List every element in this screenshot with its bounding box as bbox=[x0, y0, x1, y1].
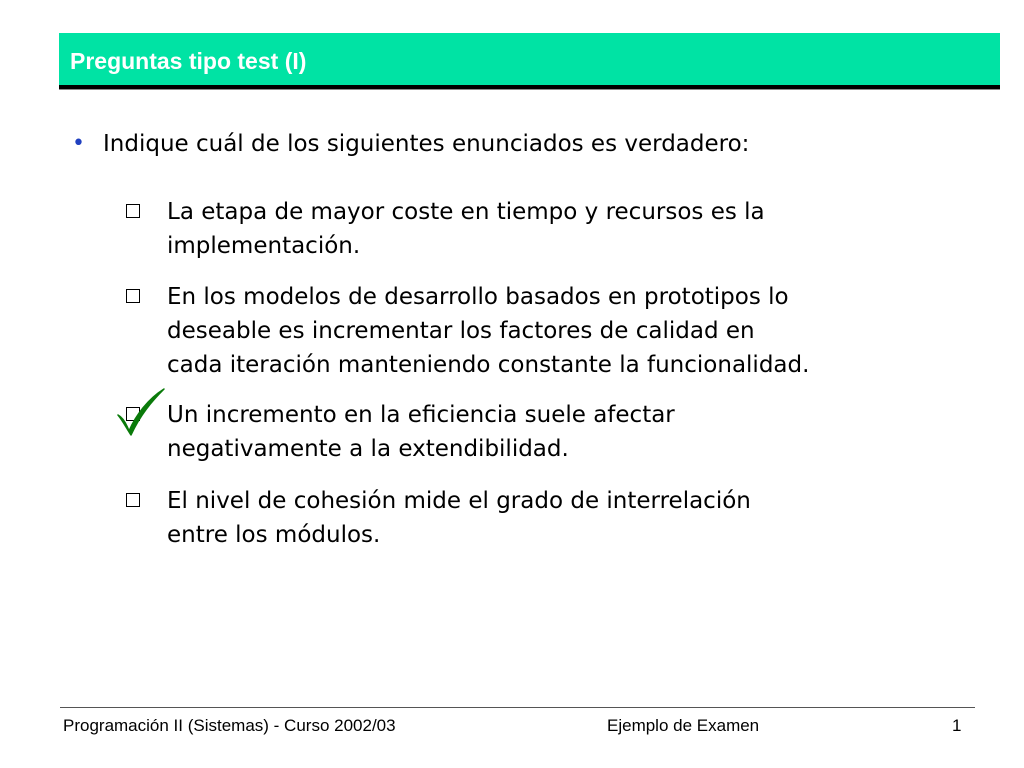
title-bar bbox=[59, 33, 1000, 85]
checkbox-icon bbox=[126, 493, 140, 507]
option-line: Un incremento en la eficiencia suele afectar bbox=[167, 402, 675, 428]
option-line: negativamente a la extendibilidad. bbox=[167, 436, 569, 462]
option-line: implementación. bbox=[167, 233, 361, 259]
option-line: entre los módulos. bbox=[167, 522, 381, 548]
check-mark-icon bbox=[112, 385, 168, 437]
option-line: cada iteración manteniendo constante la funcionalidad. bbox=[167, 352, 810, 378]
option-line: La etapa de mayor coste en tiempo y recursos es la bbox=[167, 199, 765, 225]
option-line: El nivel de cohesión mide el grado de interrelación bbox=[167, 488, 751, 514]
checkbox-icon bbox=[126, 204, 140, 218]
footer-divider bbox=[60, 707, 975, 708]
option-text bbox=[167, 280, 967, 382]
option-text bbox=[167, 484, 967, 552]
option-text bbox=[167, 398, 967, 466]
slide-title: Preguntas tipo test (I) bbox=[70, 48, 307, 74]
option-line: deseable es incrementar los factores de calidad en bbox=[167, 318, 755, 344]
footer-section: Ejemplo de Examen bbox=[607, 716, 760, 735]
question-text: Indique cuál de los siguientes enunciados es verdadero: bbox=[103, 131, 750, 157]
bullet-icon: • bbox=[72, 131, 85, 156]
option-line: En los modelos de desarrollo basados en prototipos lo bbox=[167, 284, 789, 310]
page-number: 1 bbox=[952, 716, 962, 735]
footer-course: Programación II (Sistemas) - Curso 2002/03 bbox=[63, 716, 396, 735]
option-text bbox=[167, 195, 967, 263]
checkbox-icon bbox=[126, 289, 140, 303]
